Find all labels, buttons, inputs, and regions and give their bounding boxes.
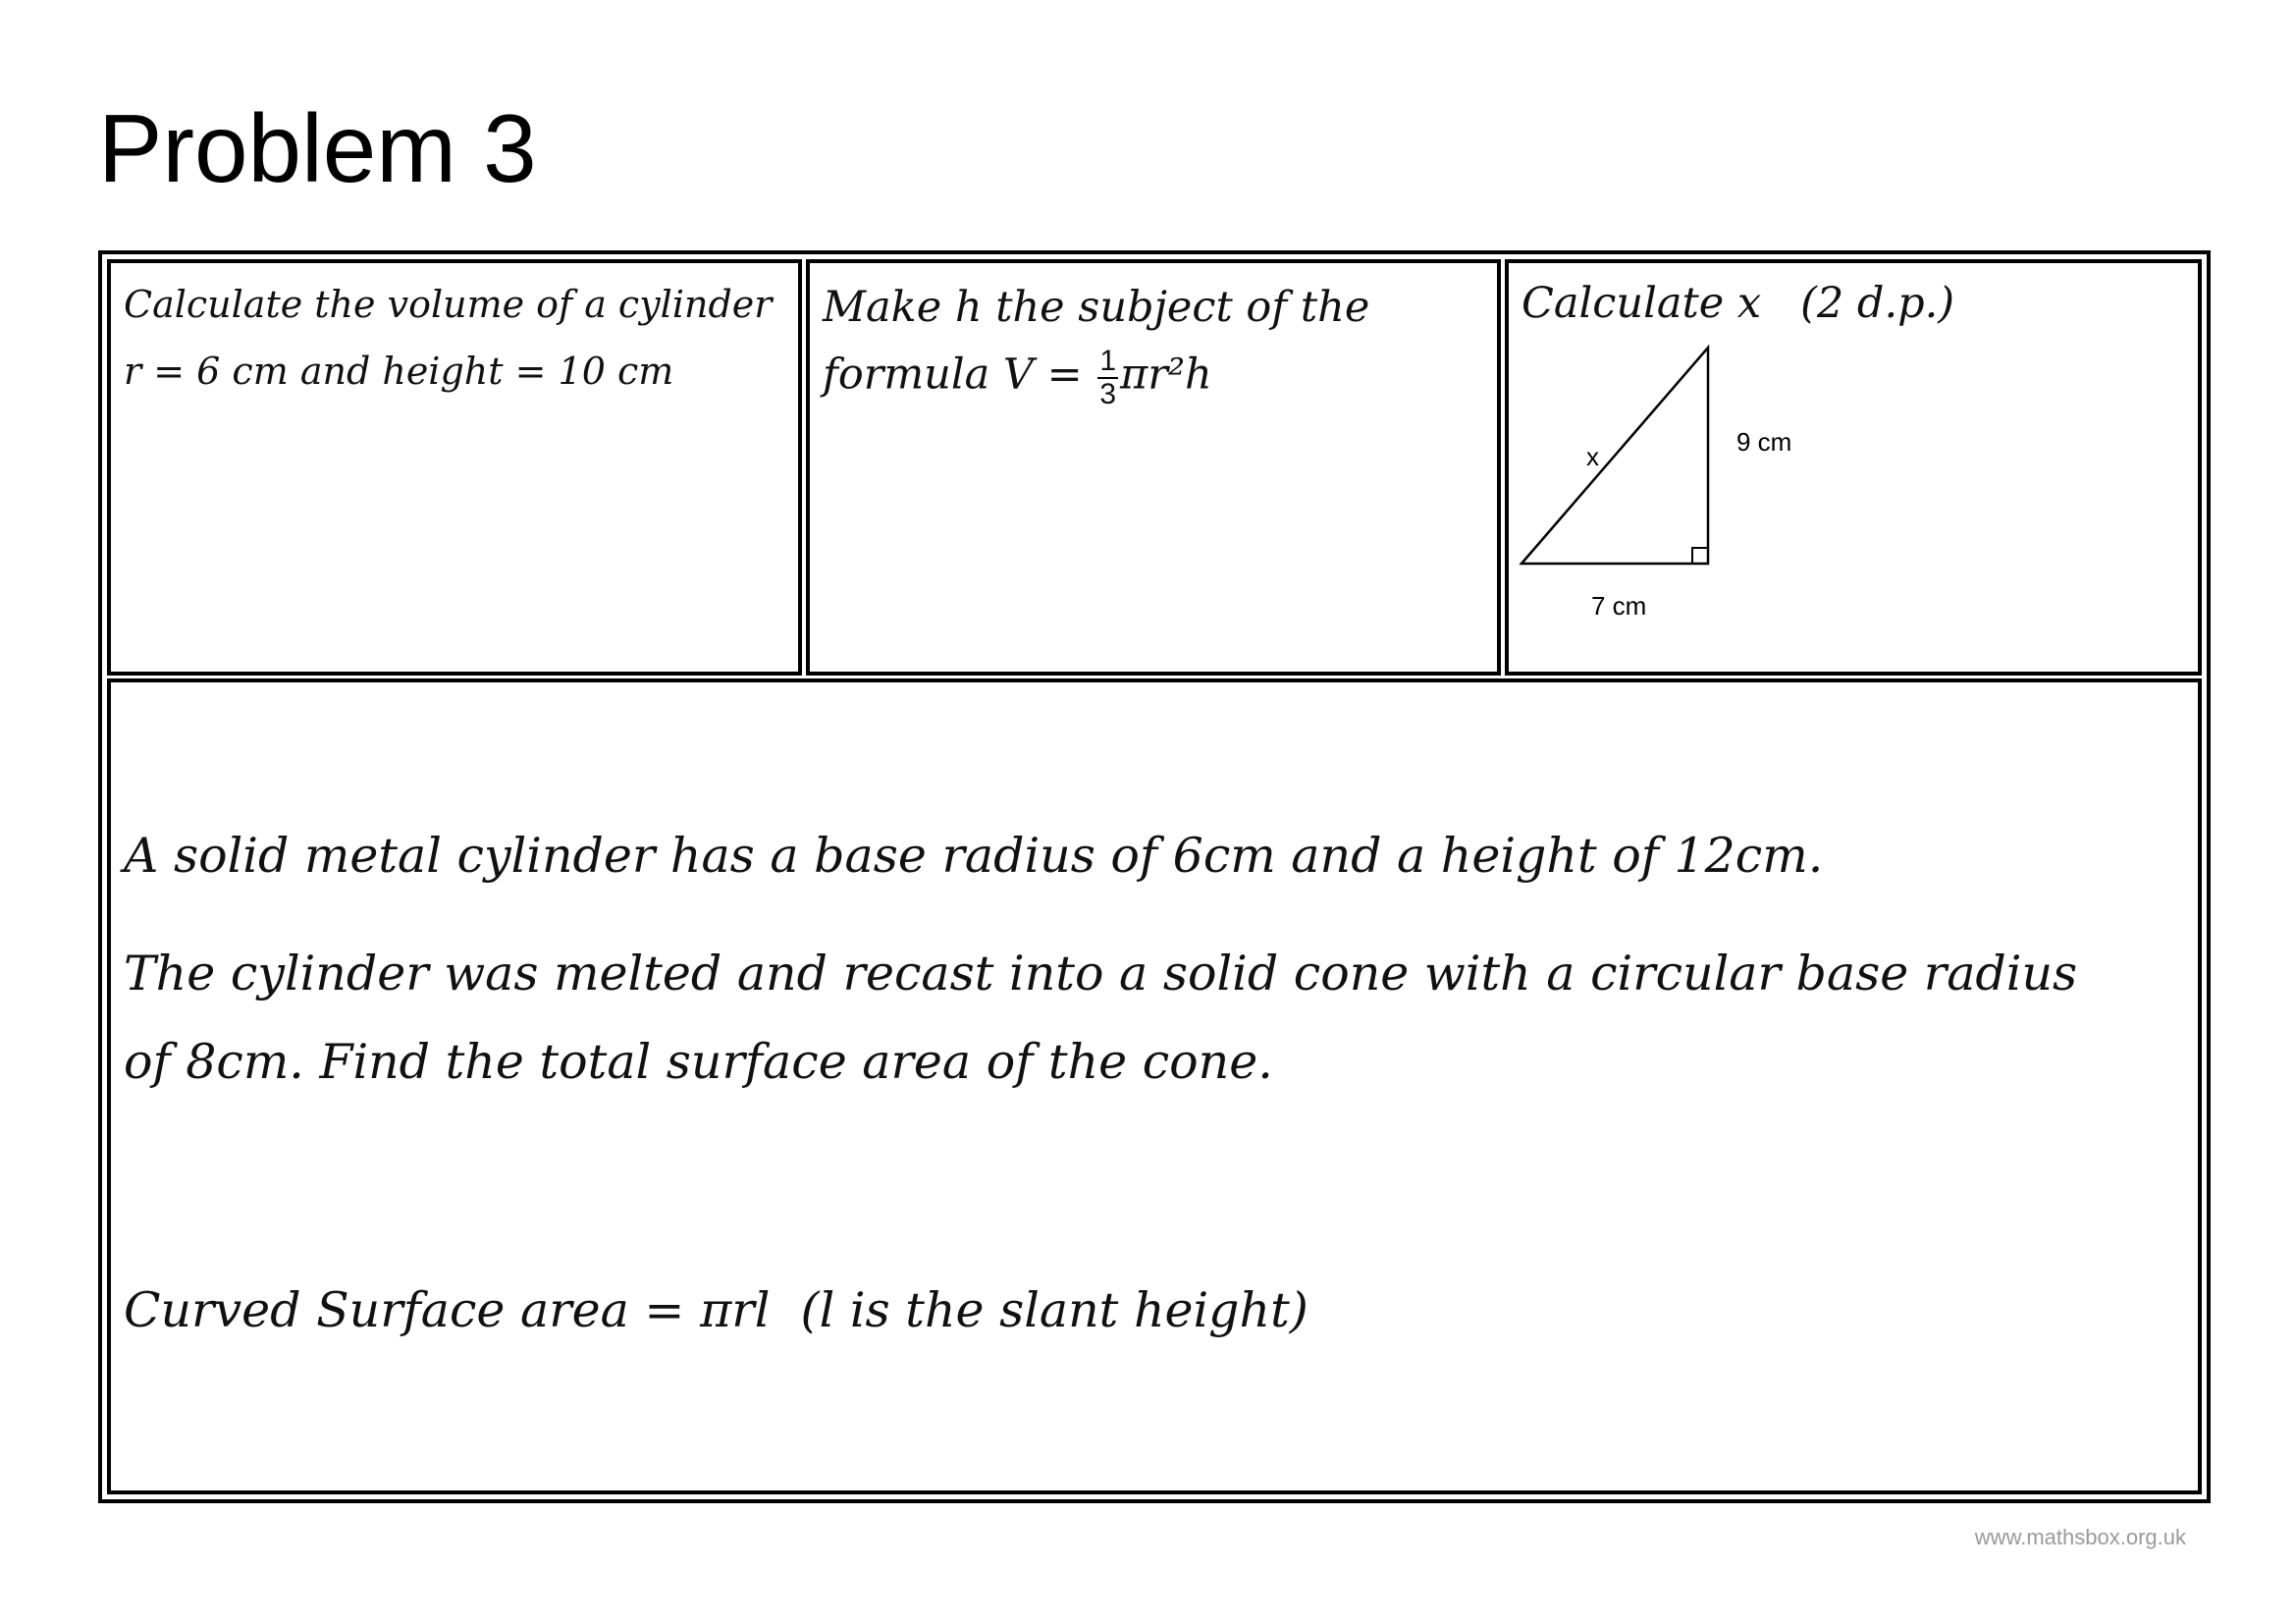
question-1-line-2: r = 6 cm and height = 10 cm bbox=[124, 350, 674, 393]
question-cylinder-to-cone bbox=[107, 678, 2202, 1494]
question-pythagoras bbox=[1505, 259, 2202, 676]
right-angle-marker bbox=[1692, 548, 1708, 564]
base-label: 7 cm bbox=[1591, 591, 1647, 621]
height-label: 9 cm bbox=[1736, 427, 1792, 457]
question-1-line-1: Calculate the volume of a cylinder bbox=[124, 283, 773, 326]
right-triangle-diagram bbox=[1509, 263, 2198, 672]
formula-fraction bbox=[1097, 346, 1118, 409]
question-4-hint: Curved Surface area = πrl (l is the slant height) bbox=[124, 1282, 1308, 1338]
question-2-formula-line bbox=[823, 346, 1212, 409]
triangle-shape bbox=[1522, 348, 1708, 564]
question-4-paragraph-1: A solid metal cylinder has a base radius of 6cm and a height of 12cm. bbox=[124, 828, 1824, 884]
question-cylinder-volume bbox=[107, 259, 802, 676]
hypotenuse-label: x bbox=[1586, 442, 1599, 471]
formula-suffix: πr²h bbox=[1120, 350, 1212, 400]
question-4-paragraph-2-line-1: The cylinder was melted and recast into a solid cone with a circular base radius bbox=[124, 946, 2078, 1001]
question-2-line-1: Make h the subject of the bbox=[823, 283, 1370, 332]
fraction-denominator: 3 bbox=[1099, 377, 1116, 410]
question-4-paragraph-2-line-2: of 8cm. Find the total surface area of the cone. bbox=[124, 1034, 1273, 1090]
formula-prefix: formula V = bbox=[823, 350, 1096, 400]
footer-url: www.mathsbox.org.uk bbox=[1974, 1525, 2186, 1549]
question-rearrange-formula bbox=[806, 259, 1501, 676]
fraction-numerator: 1 bbox=[1099, 345, 1116, 377]
question-3-precision: (2 d.p.) bbox=[1800, 279, 1955, 328]
page-title: Problem 3 bbox=[98, 94, 537, 202]
question-3-instruction: Calculate x bbox=[1522, 279, 1762, 328]
